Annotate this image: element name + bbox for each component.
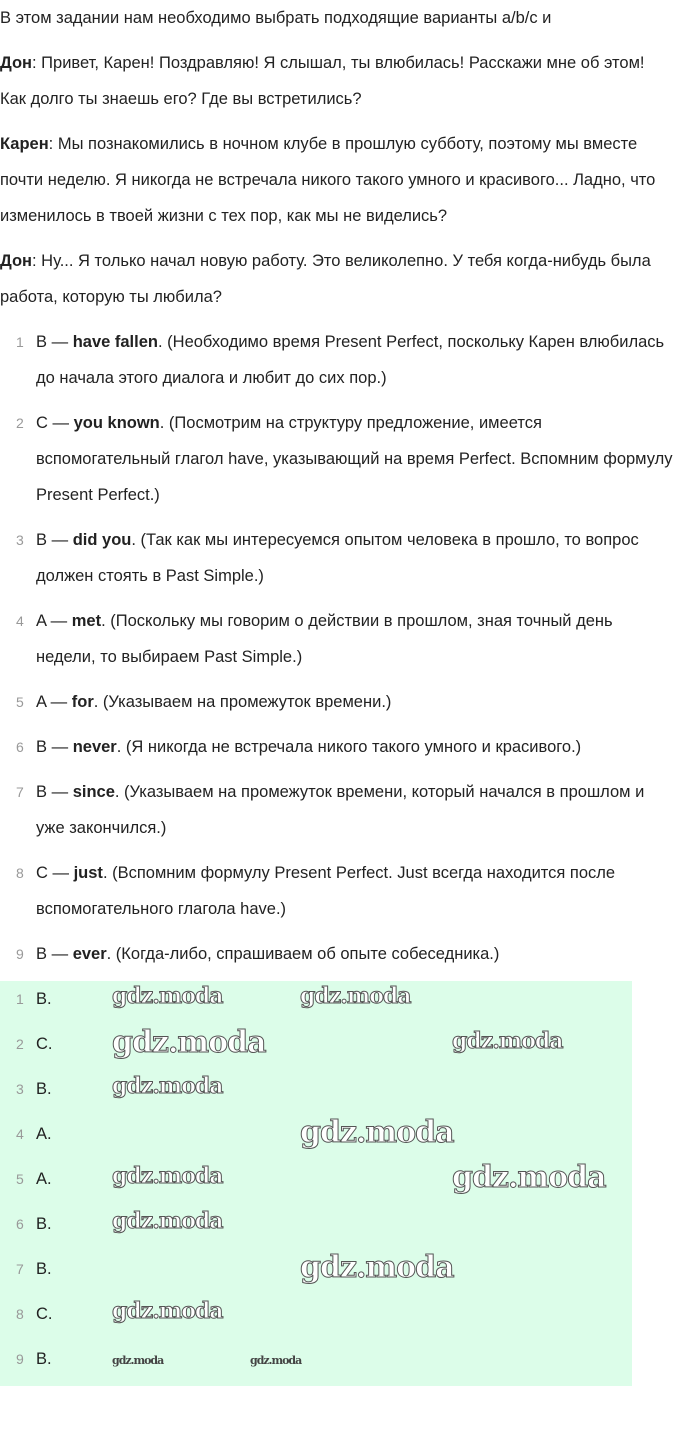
explanation-text: . (Я никогда не встречала никого такого умного и красивого.) — [116, 738, 582, 756]
answer-value: A. — [36, 1170, 52, 1188]
explanation-item — [0, 855, 675, 927]
explanation-item — [0, 684, 675, 720]
answer-value: B. — [36, 1080, 52, 1098]
watermark: gdz.moda — [112, 1298, 223, 1324]
item-number: 5 — [16, 694, 24, 710]
speaker-name: Дон — [0, 54, 33, 72]
explanation-item — [0, 324, 675, 396]
line-text: : Привет, Карен! Поздравляю! Я слышал, ты влюбилась! Расскажи мне об этом! Как долго ты знаешь его? Где вы встретились? — [0, 54, 645, 108]
intro-text: В этом задании нам необходимо выбрать подходящие варианты a/b/c и — [0, 9, 552, 27]
answer-letter: B — — [36, 531, 73, 549]
answers-box — [0, 981, 632, 1386]
explanation-item — [0, 729, 675, 765]
answer-phrase: did you — [72, 531, 132, 549]
watermark: gdz.moda — [452, 1028, 563, 1054]
answer-letter: B — — [36, 738, 73, 756]
answer-value: B. — [36, 1260, 52, 1278]
answer-item — [0, 1116, 632, 1161]
explanation-text: . (Так как мы интересуемся опытом человека в прошло, то вопрос должен стоять в Past Simple.) — [36, 531, 639, 585]
watermark: gdz.moda — [300, 983, 411, 1009]
answer-letter: B — — [36, 333, 73, 351]
item-number: 3 — [16, 532, 24, 548]
item-number: 2 — [16, 1036, 24, 1052]
dialogue-line — [0, 126, 675, 234]
answer-phrase: since — [72, 783, 115, 801]
explanation-text: . (Указываем на промежуток времени.) — [93, 693, 392, 711]
watermark: gdz.moda — [300, 1250, 454, 1285]
item-number: 1 — [16, 334, 24, 350]
watermark: gdz.moda — [452, 1160, 606, 1195]
answer-item — [0, 1296, 632, 1341]
answer-phrase: you known — [73, 414, 160, 432]
explanation-text: . (Когда-либо, спрашиваем об опыте собеседника.) — [106, 945, 500, 963]
explanation-text: . (Указываем на промежуток времени, который начался в прошлом и уже закончился.) — [36, 783, 645, 837]
watermark: gdz.moda — [112, 1208, 223, 1234]
answer-letter: A — — [36, 612, 72, 630]
item-number: 9 — [16, 946, 24, 962]
answer-phrase: for — [71, 693, 94, 711]
answer-item — [0, 1206, 632, 1251]
answer-item — [0, 1251, 632, 1296]
answer-item — [0, 1071, 632, 1116]
line-text: : Ну... Я только начал новую работу. Это великолепно. У тебя когда-нибудь была работа, которую ты любила? — [0, 252, 651, 306]
answer-letter: A — — [36, 693, 72, 711]
explanation-item — [0, 936, 675, 972]
answer-phrase: ever — [72, 945, 107, 963]
answer-value: C. — [36, 1305, 53, 1323]
answer-item — [0, 1161, 632, 1206]
speaker-name: Дон — [0, 252, 33, 270]
answer-letter: B — — [36, 945, 73, 963]
speaker-name: Карен — [0, 135, 49, 153]
explanation-text: . (Вспомним формулу Present Perfect. Just всегда находится после вспомогательного глагола have.) — [36, 864, 616, 918]
answer-value: C. — [36, 1035, 53, 1053]
answer-item — [0, 981, 632, 1026]
item-number: 2 — [16, 415, 24, 431]
explanation-item — [0, 774, 675, 846]
answer-phrase: just — [73, 864, 103, 882]
watermark: gdz.moda — [112, 1354, 164, 1367]
watermark: gdz.moda — [250, 1354, 302, 1367]
item-number: 5 — [16, 1171, 24, 1187]
answer-value: B. — [36, 1215, 52, 1233]
answer-phrase: have fallen — [72, 333, 158, 351]
item-number: 8 — [16, 865, 24, 881]
watermark: gdz.moda — [300, 1115, 454, 1150]
item-number: 4 — [16, 613, 24, 629]
explanation-text: . (Необходимо время Present Perfect, поскольку Карен влюбилась до начала этого диалога и любит до сих пор.) — [36, 333, 665, 387]
answer-letter: C — — [36, 414, 74, 432]
item-number: 6 — [16, 739, 24, 755]
item-number: 6 — [16, 1216, 24, 1232]
answer-value: B. — [36, 1350, 52, 1368]
answer-letter: B — — [36, 783, 73, 801]
explanation-item — [0, 522, 675, 594]
line-text: : Мы познакомились в ночном клубе в прошлую субботу, поэтому мы вместе почти неделю. Я никогда не встречала никого такого умного и красивого... Ладно, что изменилось в твоей жизни с тех пор, как мы не виделись? — [0, 135, 656, 225]
explanations-list — [0, 324, 675, 972]
watermark: gdz.moda — [112, 1163, 223, 1189]
answer-letter: C — — [36, 864, 74, 882]
explanation-text: . (Посмотрим на структуру предложение, имеется вспомогательный глагол have, указывающий на время Perfect. Вспомним формулу Present Perfect.) — [36, 414, 673, 504]
item-number: 8 — [16, 1306, 24, 1322]
item-number: 7 — [16, 784, 24, 800]
answer-item — [0, 1026, 632, 1071]
item-number: 7 — [16, 1261, 24, 1277]
dialogue-line — [0, 45, 675, 117]
answer-phrase: never — [72, 738, 117, 756]
item-number: 9 — [16, 1351, 24, 1367]
explanation-item — [0, 603, 675, 675]
answer-value: A. — [36, 1125, 52, 1143]
item-number: 4 — [16, 1126, 24, 1142]
dialogue — [0, 45, 675, 315]
watermark: gdz.moda — [112, 983, 223, 1009]
item-number: 1 — [16, 991, 24, 1007]
dialogue-line — [0, 243, 675, 315]
answer-item — [0, 1341, 632, 1386]
answer-value: B. — [36, 990, 52, 1008]
item-number: 3 — [16, 1081, 24, 1097]
watermark: gdz.moda — [112, 1073, 223, 1099]
explanation-item — [0, 405, 675, 513]
watermark: gdz.moda — [112, 1025, 266, 1060]
answer-phrase: met — [71, 612, 102, 630]
explanation-text: . (Поскольку мы говорим о действии в прошлом, зная точный день недели, то выбираем Past Simple.) — [36, 612, 613, 666]
